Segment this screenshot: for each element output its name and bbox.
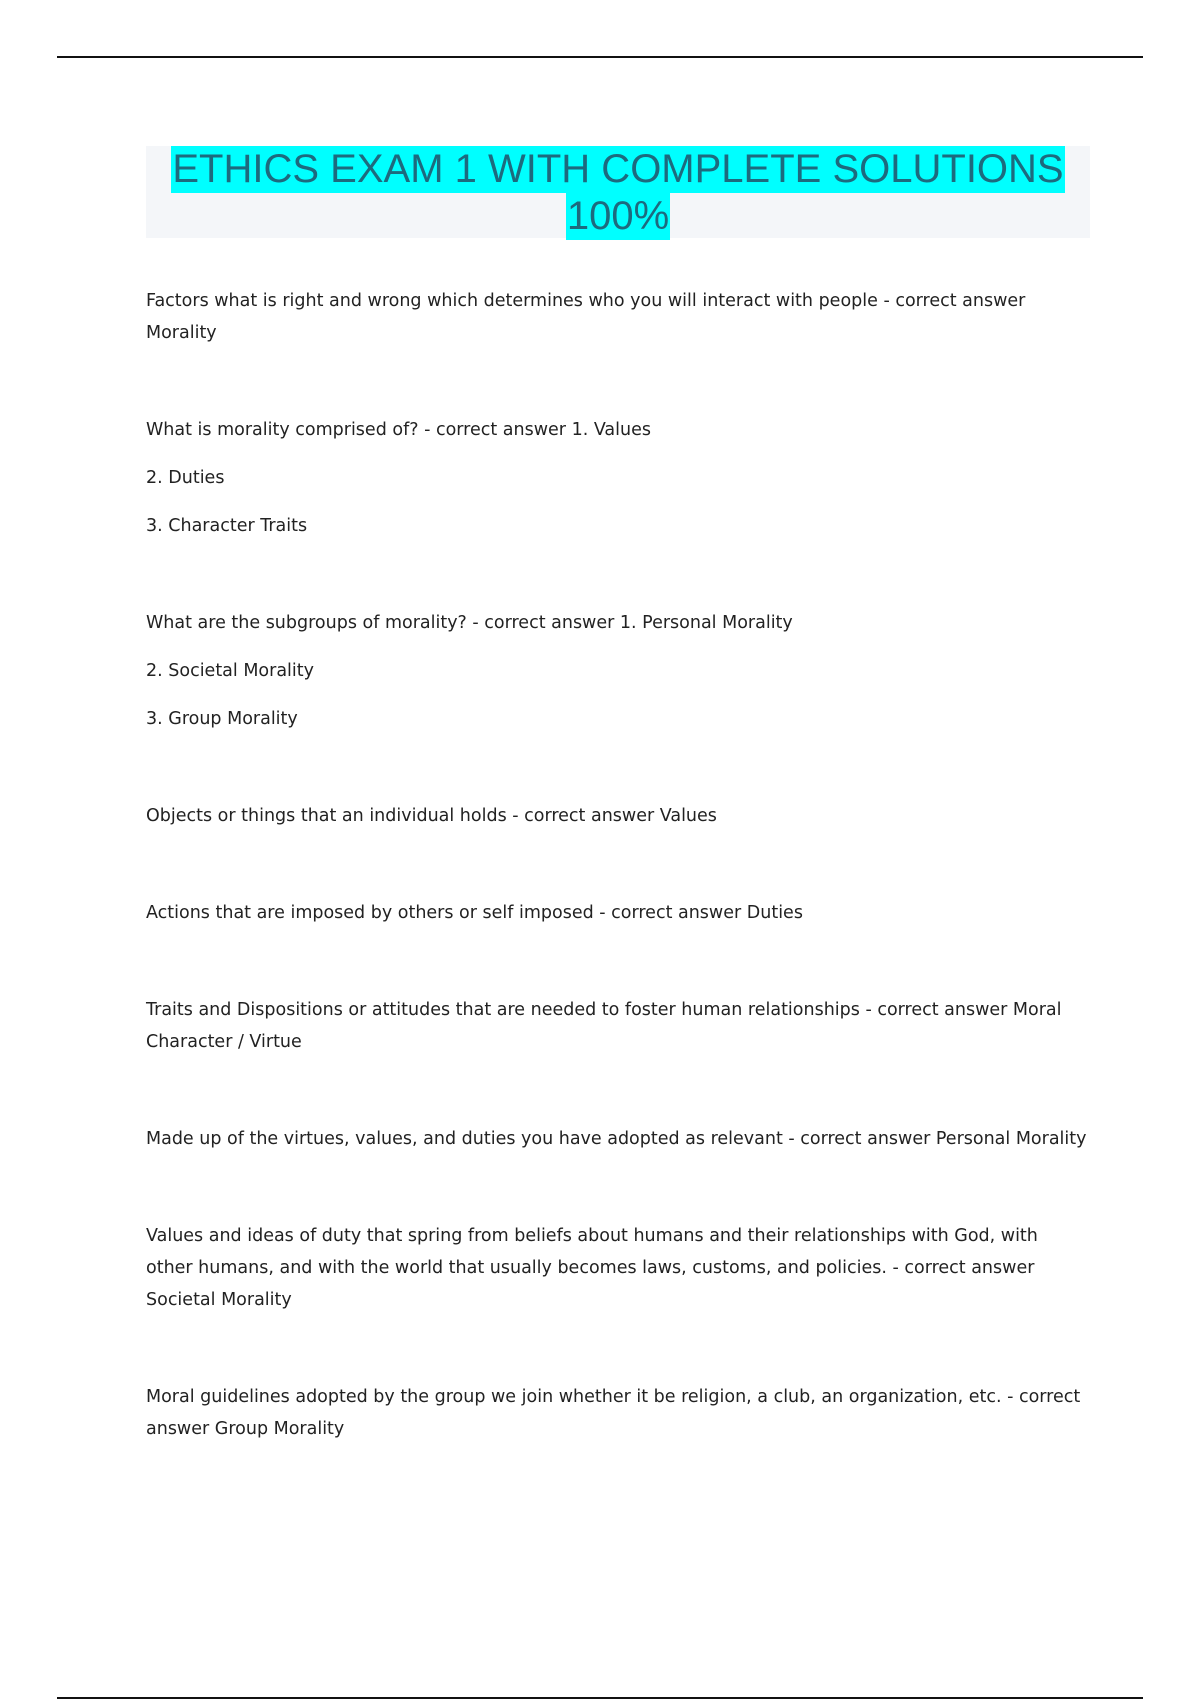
qa-item [146,607,1090,735]
qa-text: Objects or things that an individual holds - correct answer Values [146,806,717,826]
qa-list [146,285,1090,1510]
top-rule [57,56,1143,58]
qa-text: Traits and Dispositions or attitudes that are needed to foster human relationships - correct answer Moral Character / Virtue [146,1000,1062,1052]
bottom-rule [57,1697,1143,1699]
qa-text: Values and ideas of duty that spring from beliefs about humans and their relationships with God, with other humans, and with the world that usually becomes laws, customs, and policies. - correct answer Societal Morality [146,1226,1038,1310]
qa-text: What is morality comprised of? - correct answer 1. Values [146,420,651,440]
qa-item [146,897,1090,929]
qa-item [146,1381,1090,1445]
title-line-2: 100% [566,194,670,238]
qa-text: What are the subgroups of morality? - correct answer 1. Personal Morality [146,613,793,633]
qa-text: 3. Character Traits [146,516,308,536]
title-line-1: ETHICS EXAM 1 WITH COMPLETE SOLUTIONS [172,147,1064,191]
qa-text: 2. Duties [146,468,225,488]
qa-item [146,1123,1090,1155]
qa-text: 2. Societal Morality [146,661,315,681]
qa-item [146,414,1090,542]
qa-text: Factors what is right and wrong which determines who you will interact with people - correct answer Morality [146,291,1026,343]
document-title [146,146,1090,238]
qa-item [146,800,1090,832]
qa-item [146,1220,1090,1316]
qa-text: Actions that are imposed by others or self imposed - correct answer Duties [146,903,803,923]
qa-text: 3. Group Morality [146,709,298,729]
qa-item [146,285,1090,349]
qa-item [146,994,1090,1058]
qa-text: Made up of the virtues, values, and duties you have adopted as relevant - correct answer Personal Morality [146,1129,1087,1149]
qa-text: Moral guidelines adopted by the group we join whether it be religion, a club, an organization, etc. - correct answer Group Morality [146,1387,1081,1439]
